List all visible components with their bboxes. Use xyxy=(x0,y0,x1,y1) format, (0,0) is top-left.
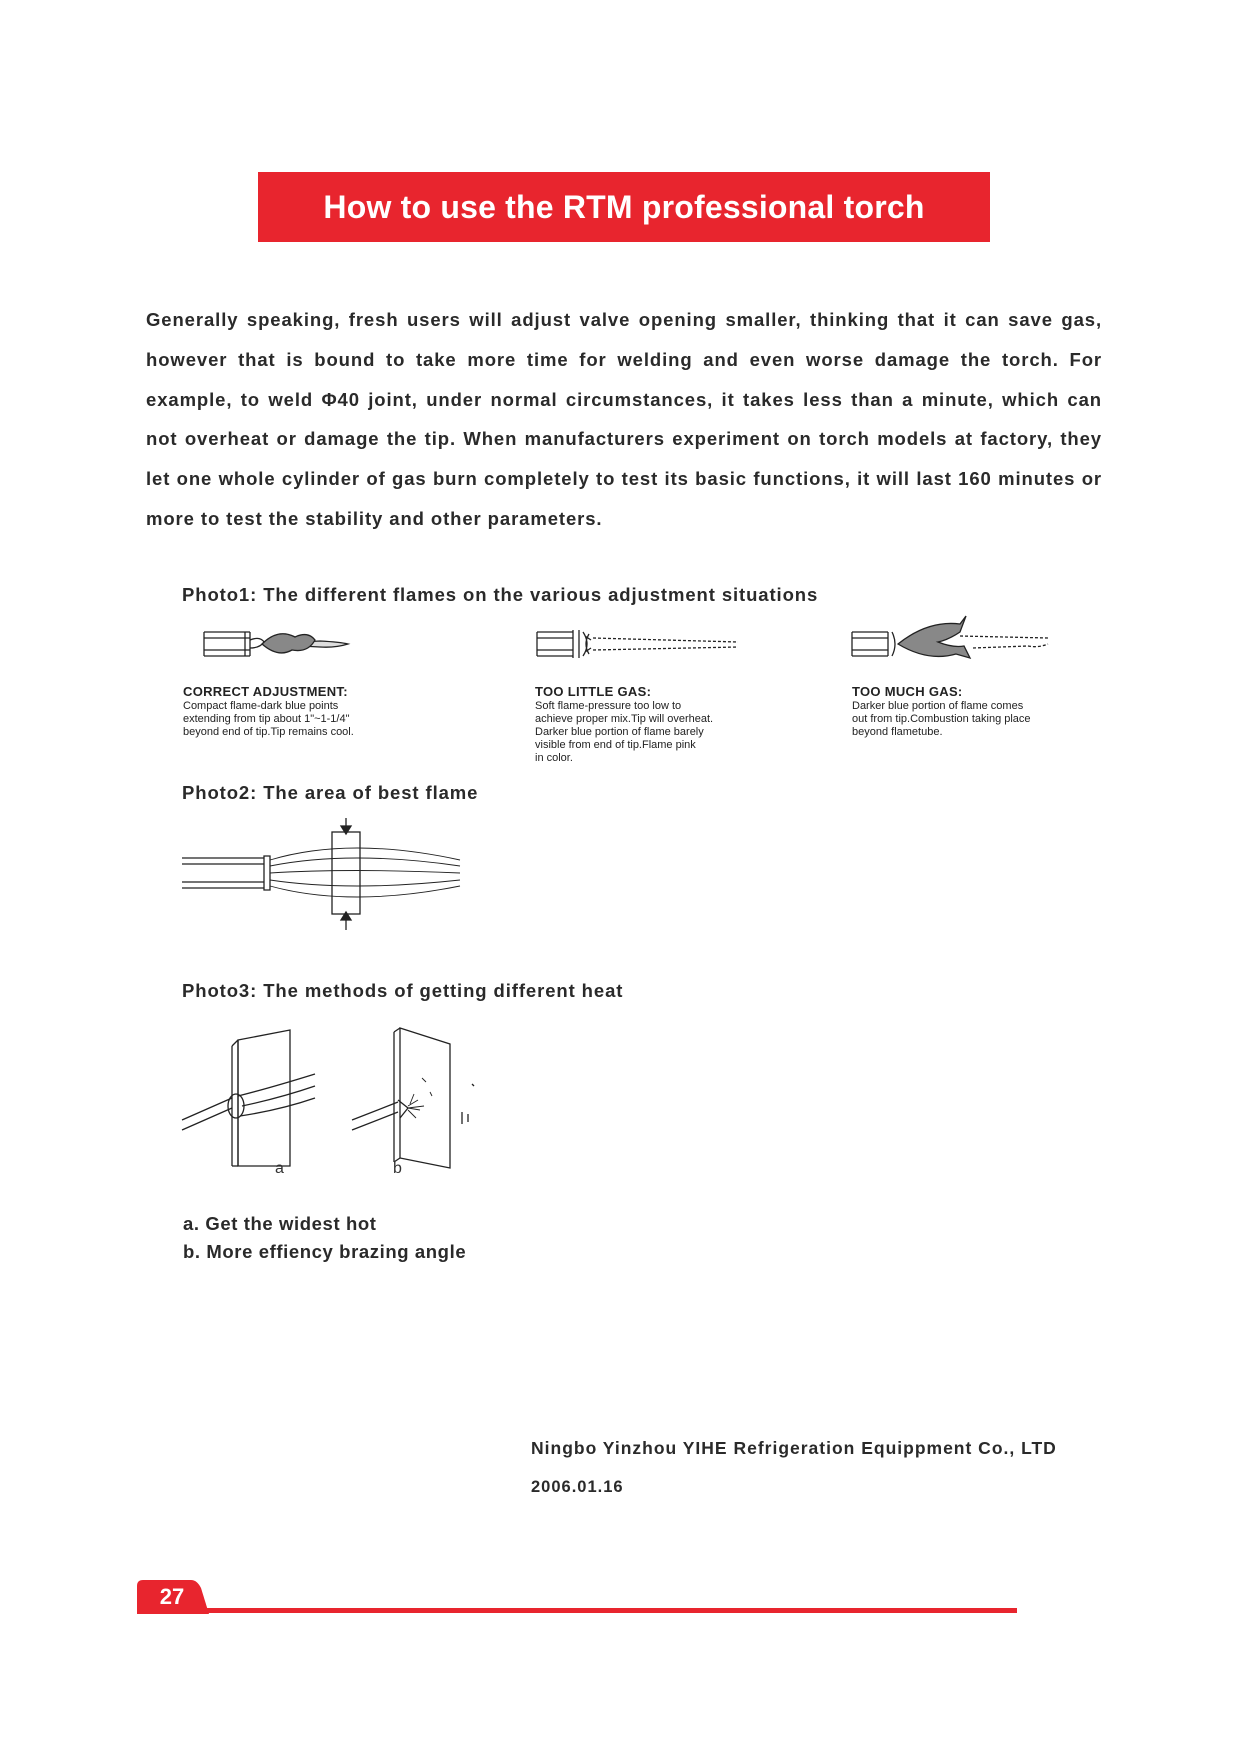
too-little-gas-flame-illustration xyxy=(533,618,748,668)
page-number: 27 xyxy=(159,1584,185,1609)
company-name: Ningbo Yinzhou YIHE Refrigeration Equippment Co., LTD xyxy=(531,1438,1057,1458)
correct-flame-illustration xyxy=(200,618,360,668)
too-much-gas-desc: Darker blue portion of flame comes out from tip.Combustion taking place beyond flametube. xyxy=(852,700,1031,738)
page-title: How to use the RTM professional torch xyxy=(323,188,925,225)
photo2-heading: Photo2: The area of best flame xyxy=(182,782,479,803)
figure-label-b: b xyxy=(393,1160,402,1177)
intro-paragraph: Generally speaking, fresh users will adjust valve opening smaller, thinking that it can save gas, however that is bound to take more time for welding and even worse damage the torch. For example, to weld Φ40 joint, under normal circumstances, it takes less than a minute, which can not overheat or damage the tip. When manufacturers experiment on torch models at factory, they let one whole cylinder of gas burn completely to test its basic functions, it will last 160 minutes or more to test the stability and other parameters. xyxy=(146,309,1102,529)
document-date: 2006.01.16 xyxy=(531,1478,624,1496)
too-little-gas-title: TOO LITTLE GAS: xyxy=(535,684,652,699)
note-a: a. Get the widest hot xyxy=(183,1213,377,1234)
footer-rule xyxy=(205,1608,1017,1613)
widest-hot-method-illustration xyxy=(180,1028,310,1173)
too-much-gas-flame-illustration xyxy=(848,612,1058,672)
correct-adjustment-title: CORRECT ADJUSTMENT: xyxy=(183,684,348,699)
figure-label-a: a xyxy=(275,1160,284,1177)
title-banner xyxy=(258,172,990,242)
photo1-heading: Photo1: The different flames on the various adjustment situations xyxy=(182,584,819,605)
too-little-gas-desc: Soft flame-pressure too low to achieve proper mix.Tip will overheat. Darker blue portion of flame barely visible from end of tip.Flame pink in color. xyxy=(535,700,714,764)
best-flame-area-illustration xyxy=(180,818,480,933)
efficient-brazing-angle-illustration xyxy=(350,1028,480,1173)
correct-adjustment-desc: Compact flame-dark blue points extending from tip about 1"~1-1/4" beyond end of tip.Tip remains cool. xyxy=(183,700,354,738)
note-b: b. More effiency brazing angle xyxy=(183,1241,467,1262)
too-much-gas-title: TOO MUCH GAS: xyxy=(852,684,963,699)
heat-methods-notes xyxy=(183,1210,466,1266)
photo3-heading: Photo3: The methods of getting different heat xyxy=(182,980,624,1001)
